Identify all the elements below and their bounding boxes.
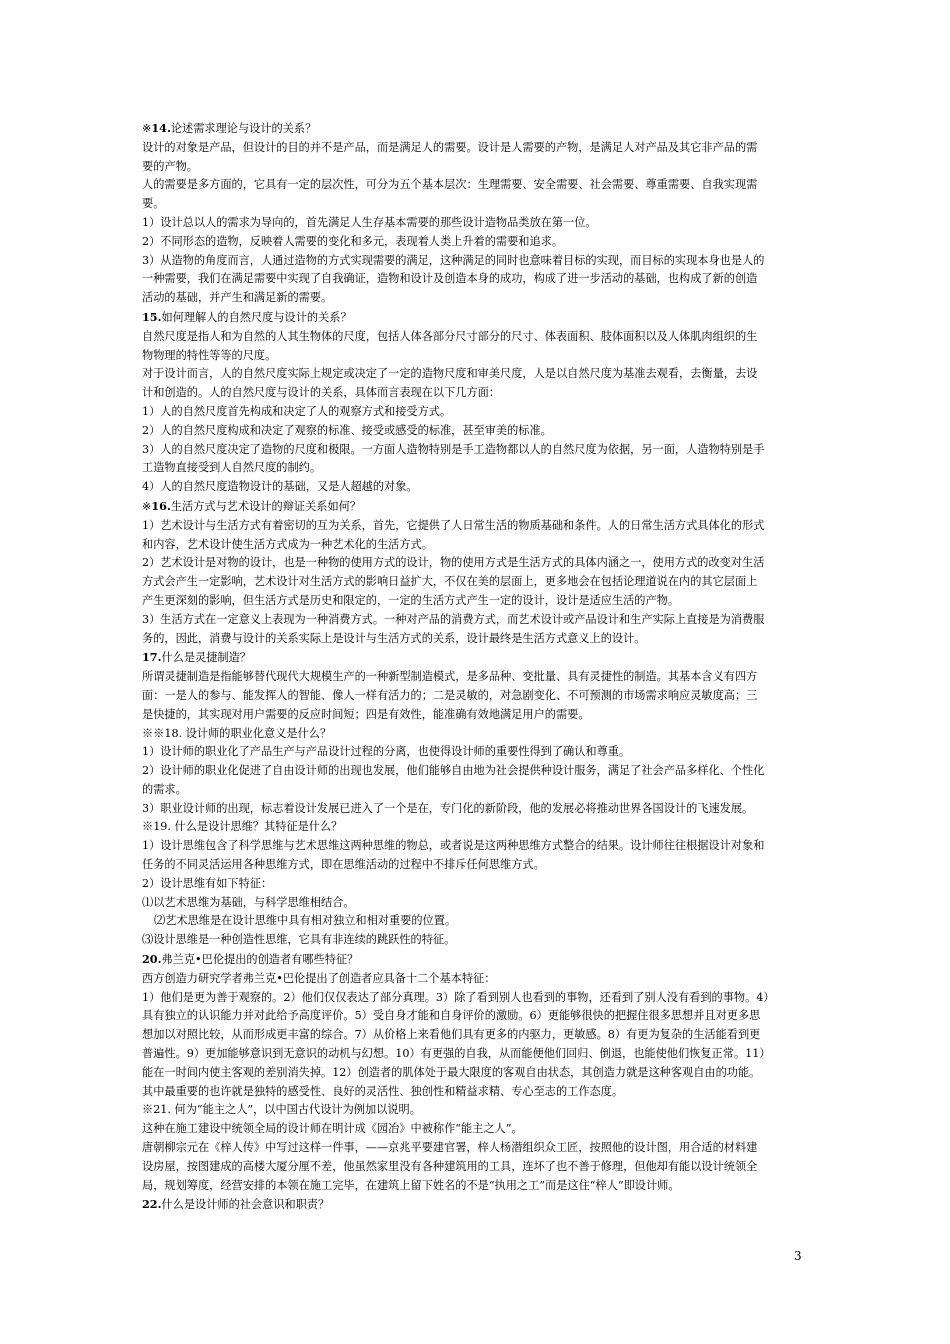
question-heading [142, 950, 810, 970]
text-line: ⑶设计思维是一种创造性思维，它具有非连续的跳跃性的特征。 [142, 933, 456, 947]
text-line: 一种需要，我们在满足需要中实现了自我确证，造物和设计及创造本身的成功，构成了进一步活动的基础，也构成了新的创造 [142, 272, 758, 286]
question-text: 什么是设计师的社会意识和职责？ [161, 1198, 330, 1212]
question-text: 如何理解人的自然尺度与设计的关系？ [161, 310, 352, 324]
text-line: 设计的对象是产品，但设计的目的并不是产品，而是满足人的需要。设计是人需要的产物，是满足人对产品及其它非产品的需 [142, 140, 758, 154]
question-number: 20. [142, 952, 162, 967]
text-line: 的需求。 [142, 782, 187, 796]
question-text: 生活方式与艺术设计的辩证关系如何？ [170, 499, 362, 513]
text-line: 局，规划筹度，经营安排的本领在施工完毕，在建筑上留下姓名的不是“执用之工”而是这住“梓人”即设计师。 [142, 1178, 680, 1192]
text-line: 产生更深刻的影响，但生活方式是历史和限定的，一定的生活方式产生一定的设计，设计是适应生活的产物。 [142, 593, 680, 607]
text-line: 工造物直接受到人自然尺度的制约。 [142, 461, 322, 475]
text-line: 1）设计总以人的需求为导向的，首先满足人生存基本需要的那些设计造物品类放在第一位。 [142, 215, 597, 229]
question-text: 弗兰克•巴伦提出的创造者有哪些特征？ [161, 953, 359, 967]
text-line: 3）人的自然尺度决定了造物的尺度和极限。一方面人造物特别是手工造物都以人的自然尺度为依据，另一面，人造物特别是手 [142, 442, 765, 456]
question-number: 22. [142, 1197, 162, 1212]
text-line: 想加以对照比较，从而形成更丰富的综合。7）从价格上来看他们具有更多的内驱力，更敏感。8）有更为复杂的生活能看到更 [142, 1028, 761, 1042]
text-line: 具有独立的认识能力并对此给予高度评价。5）受自身才能和自身评价的激励。6）更能够很快的把握住很多思想并且对更多思 [142, 1009, 761, 1023]
question-number: 14. [151, 121, 171, 135]
question-number: 16. [151, 498, 171, 513]
text-line: 物物理的特性等等的尺度。 [142, 348, 277, 362]
question-text: 论述需求理论与设计的关系？ [170, 122, 317, 135]
text-line: 2）人的自然尺度构成和决定了观察的标准、接受或感受的标准，甚至审美的标准。 [142, 423, 552, 437]
text-line: 要的产物。 [142, 159, 198, 173]
question-heading [142, 308, 810, 328]
text-line: 对于设计而言，人的自然尺度实际上规定或决定了一定的造物尺度和审美尺度，人是以自然尺度为基准去观看，去衡量，去设 [142, 367, 758, 381]
text-line: 普遍性。9）更加能够意识到无意识的动机与幻想。10）有更强的自我，从而能便他们回归、倒退，也能使他们恢复正常。11） [142, 1047, 771, 1061]
text-line: 2）艺术设计是对物的设计，也是一种物的使用方式的设计，物的使用方式是生活方式的具体内涵之一，使用方式的改变对生活 [142, 556, 765, 570]
text-line: 2）设计思维有如下特征： [142, 876, 273, 890]
page-number: 3 [794, 1249, 802, 1263]
text-line: 西方创造力研究学者弗兰克•巴伦提出了创造者应具备十二个基本特征： [142, 971, 496, 985]
text-line: ※19. 什么是设计思维？其特征是什么？ [142, 820, 343, 834]
text-line: 1）设计思维包含了科学思维与艺术思维这两种思维的物总，或者说是这两种思维方式整合的结果。设计师往往根据设计对象和 [142, 839, 765, 853]
document-body [142, 119, 810, 1215]
question-text: 什么是灵捷制造？ [161, 651, 251, 665]
text-line: 任务的不同灵活运用各种思维方式，即在思维活动的过程中不排斥任何思维方式。 [142, 858, 545, 872]
text-line: 3）职业设计师的出现，标志着设计发展已进入了一个是在，专门化的新阶段，他的发展必将推动世界各国设计的飞速发展。 [142, 801, 754, 815]
text-line: 3）生活方式在一定意义上表现为一种消费方式。一种对产品的消费方式，而艺术设计或产品设计和生产实际上直接是为消费服 [142, 612, 765, 626]
text-line: 2）设计师的职业化促进了自由设计师的出现也发展，他们能够自由地为社会提供种设计服务，满足了社会产品多样化、个性化 [142, 764, 765, 778]
text-line: 设房屋，按图建成的高楼大厦分厘不差，他虽然家里没有各种建筑用的工具，连坏了也不善于修理，但他却有能以设计统领全 [142, 1159, 758, 1173]
text-line: 是快捷的，其实现对用户需要的反应时间短；四是有效性，能准确有效地满足用户的需要。 [142, 707, 590, 721]
text-line: 1）艺术设计与生活方式有着密切的互为关系，首先，它提供了人日常生活的物质基础和条件。人的日常生活方式具体化的形式 [142, 518, 765, 532]
text-line: 1）设计师的职业化了产品生产与产品设计过程的分离，也使得设计师的重要性得到了确认和尊重。 [142, 745, 631, 759]
text-line: 要。 [142, 197, 165, 211]
text-line: 4）人的自然尺度造物设计的基础，又是人超越的对象。 [142, 480, 418, 494]
text-line: ⑴以艺术思维为基础，与科学思维相结合。 [142, 895, 355, 909]
question-prefix: ※ [142, 122, 152, 135]
text-line: 其中最重要的也许就是独特的感受性、良好的灵活性、独创性和精益求精、专心至志的工作态度。 [142, 1084, 624, 1098]
text-line: 方式会产生一定影响，艺术设计对生活方式的影响日益扩大，不仅在美的层面上，更多地会在包括论理道说在内的其它层面上 [142, 575, 758, 589]
question-prefix: ※ [142, 499, 152, 513]
question-number: 17. [142, 650, 162, 665]
text-line: 和内容，艺术设计使生活方式成为一种艺术化的生活方式。 [142, 537, 433, 551]
text-line: 3）从造物的角度而言，人通过造物的方式实现需要的满足，这种满足的同时也意味着目标的实现，而目标的实现本身也是人的 [142, 253, 765, 267]
text-line: 自然尺度是指人和为自然的人其生物体的尺度，包括人体各部分尺寸部分的尺寸、体表面积、肢体面积以及人体肌肉组织的生 [142, 329, 758, 343]
question-heading [142, 119, 810, 139]
text-line: ※※18. 设计师的职业化意义是什么？ [142, 726, 332, 740]
text-line: 计和创造的。人的自然尺度与设计的关系，具体而言表现在以下几方面： [142, 386, 501, 400]
text-line: 面：一是人的参与、能发挥人的智能、像人一样有活力的；二是灵敏的，对急剧变化、不可预测的市场需求响应灵敏度高；三 [142, 688, 758, 702]
text-line: 所谓灵捷制造是指能够替代现代大规模生产的一种新型制造模式，是多品种、变批量、具有灵捷性的制造。其基本含义有四方 [142, 670, 758, 684]
text-line: ※21. 何为“能主之人”，以中国古代设计为例加以说明。 [142, 1103, 421, 1117]
text-line: 能在一时间内使主客观的差别消失掉。12）创造者的肌体处于最大限度的客观自由状态，其创造力就是这种客观自由的功能。 [142, 1065, 761, 1079]
text-line: 1）他们是更为善于观察的。2）他们仅仅表达了部分真理。3）除了看到别人也看到的事物，还看到了别人没有看到的事物。4） [142, 990, 775, 1004]
text-line: 人的需要是多方面的，它具有一定的层次性，可分为五个基本层次：生理需要、安全需要、社会需要、尊重需要、自我实现需 [142, 178, 758, 192]
question-heading [142, 1195, 810, 1215]
question-heading [142, 497, 810, 517]
text-line: 这种在施工建设中统领全局的设计师在明计成《园冶》中被称作“能主之人”。 [142, 1122, 523, 1136]
text-line: 唐朝柳宗元在《梓人传》中写过这样一件事，——京兆平要建官署，梓人杨潜组织众工匠，按照他的设计图，用合适的材料建 [142, 1141, 758, 1155]
text-line: 活动的基础，并产生和满足新的需要。 [142, 291, 333, 305]
text-line: 务的，因此，消费与设计的关系实际上是设计与生活方式的关系，设计最终是生活方式意义上的设计。 [142, 631, 646, 645]
text-line: ⑵艺术思维是在设计思维中具有相对独立和相对重要的位置。 [154, 914, 457, 928]
text-line: 1）人的自然尺度首先构成和决定了人的观察方式和接受方式。 [142, 404, 452, 418]
text-line: 2）不同形态的造物，反映着人需要的变化和多元，表现着人类上升着的需要和追求。 [142, 234, 564, 248]
question-heading [142, 648, 810, 668]
question-number: 15. [142, 309, 162, 324]
